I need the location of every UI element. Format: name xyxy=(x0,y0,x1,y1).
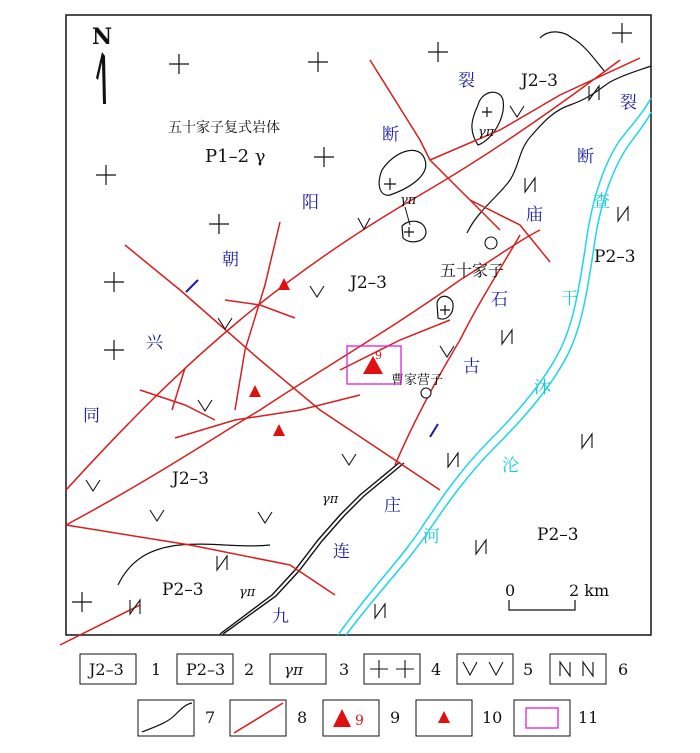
unit-label-j-southwest: J2–3 xyxy=(172,469,209,489)
place-label: 五十家子 xyxy=(440,261,505,280)
fault-label: 朝 xyxy=(222,250,239,270)
porphyry-label: γπ xyxy=(400,193,417,208)
complex-name: 五十家子复式岩体 xyxy=(168,120,280,136)
legend xyxy=(80,654,628,736)
fault-label: 裂 xyxy=(458,71,475,91)
porphyry-label: γπ xyxy=(239,585,256,600)
river-label: 沐 xyxy=(534,378,551,398)
legend-swatch-permian xyxy=(550,654,606,684)
river-label: 沦 xyxy=(502,456,519,476)
svg-text:0: 0 xyxy=(505,581,516,600)
river-label: 河 xyxy=(423,527,440,547)
fault-label: 兴 xyxy=(146,333,163,353)
porphyry-label: γπ xyxy=(478,125,495,140)
svg-text:9: 9 xyxy=(355,713,364,729)
legend-swatch-box-frame xyxy=(514,700,570,736)
legend-number: 11 xyxy=(578,708,599,727)
unit-label-p-southeast: P2–3 xyxy=(537,525,579,545)
legend-swatch-volcanic xyxy=(457,654,513,684)
legend-number: 2 xyxy=(244,660,255,679)
svg-text:2 km: 2 km xyxy=(569,581,610,600)
legend-number: 4 xyxy=(431,660,442,679)
river-label: 查 xyxy=(593,192,610,212)
legend-number: 8 xyxy=(297,708,308,727)
complex-code: P1–2 γ xyxy=(205,146,266,167)
fault-label: 断 xyxy=(577,147,594,167)
svg-text:γπ: γπ xyxy=(284,661,303,679)
river-label: 干 xyxy=(561,289,578,309)
legend-number: 5 xyxy=(523,660,534,679)
legend-swatch-deposit xyxy=(323,700,379,736)
place-label: 曹家营子 xyxy=(391,373,444,388)
legend-number: 3 xyxy=(339,660,350,679)
village-marker xyxy=(421,388,431,398)
unit-label-j-northeast: J2–3 xyxy=(521,71,558,91)
legend-number: 10 xyxy=(482,708,503,727)
legend-number: 6 xyxy=(618,660,629,679)
unit-label-p-southwest: P2–3 xyxy=(162,580,204,600)
town-marker xyxy=(485,237,497,249)
fault-label: 石 xyxy=(491,290,508,310)
fault-label: 断 xyxy=(382,125,399,145)
unit-label-j-center: J2–3 xyxy=(350,273,387,293)
fault-label: 九 xyxy=(272,607,289,627)
legend-number: 7 xyxy=(205,708,216,727)
fault-label: 古 xyxy=(463,357,480,377)
svg-text:N: N xyxy=(92,24,113,50)
legend-number: 1 xyxy=(151,660,162,679)
fault-label: 裂 xyxy=(620,93,637,113)
main-deposit-number: 9 xyxy=(375,349,382,362)
porphyry-label: γπ xyxy=(322,492,339,507)
fault-label: 庄 xyxy=(384,496,401,516)
legend-number: 9 xyxy=(390,708,401,727)
svg-text:P2–3: P2–3 xyxy=(186,660,226,679)
svg-text:J2–3: J2–3 xyxy=(89,660,124,679)
fault-label: 阳 xyxy=(302,193,319,213)
unit-label-p-east: P2–3 xyxy=(594,247,636,267)
fault-label: 庙 xyxy=(526,205,543,225)
fault-label: 同 xyxy=(83,406,100,426)
fault-label: 连 xyxy=(333,542,350,562)
